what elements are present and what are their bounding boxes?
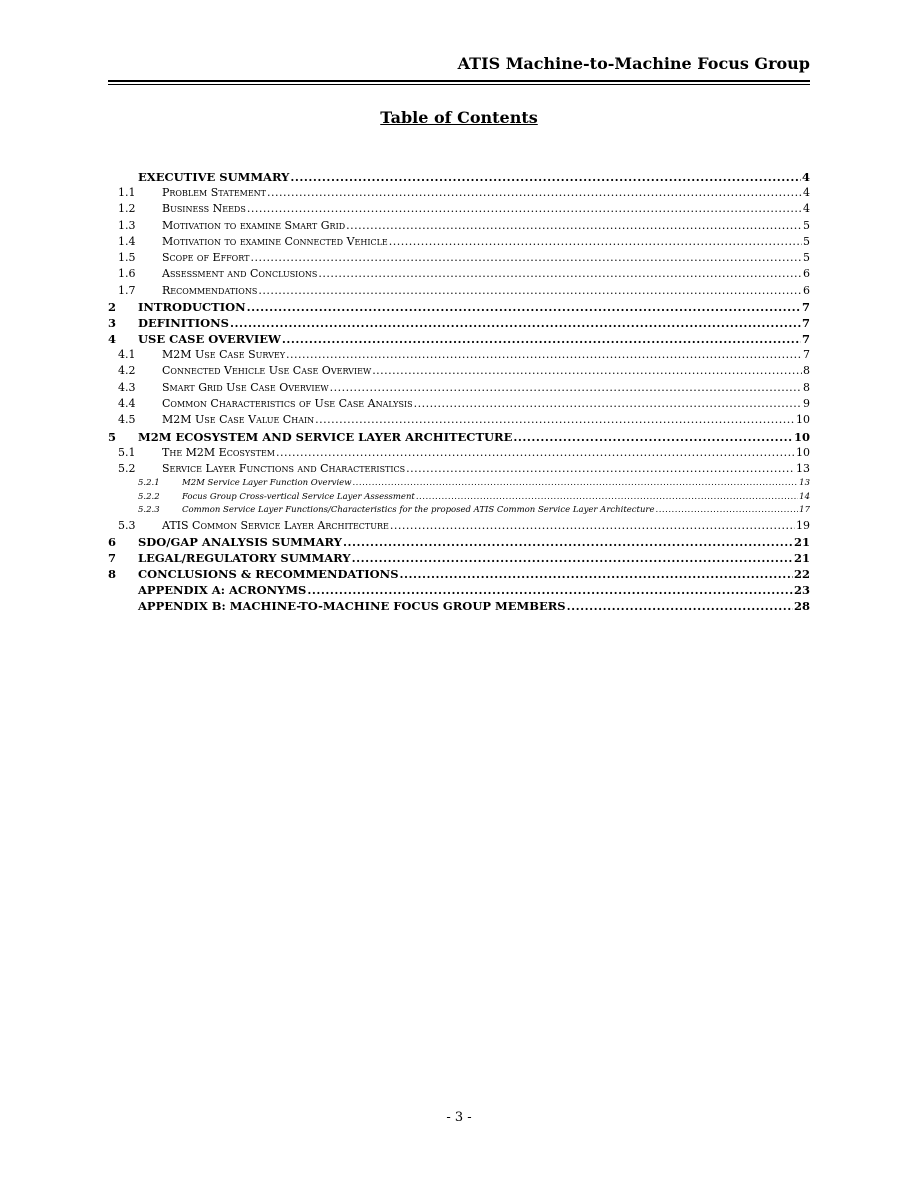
toc-entry-page: 6 (803, 283, 810, 297)
toc-entry-page: 5 (803, 251, 810, 265)
toc-entry-label: Motivation to examine Connected Vehicle (162, 234, 388, 248)
toc-dot-leader (414, 397, 802, 410)
toc-entry[interactable] (108, 348, 810, 364)
toc-entry-page: 8 (803, 380, 810, 394)
toc-dot-leader (372, 364, 802, 377)
toc-entry-page: 14 (799, 491, 810, 502)
toc-dot-leader (315, 413, 795, 426)
toc-entry-label: Common Characteristics of Use Case Analysis (162, 396, 413, 410)
toc-entry[interactable] (108, 505, 810, 519)
table-of-contents (108, 170, 810, 615)
toc-dot-leader (276, 446, 795, 459)
toc-entry-number: 5.2.2 (138, 491, 160, 502)
toc-entry-number: 1.2 (118, 202, 136, 216)
toc-entry-number: 5.3 (118, 518, 136, 532)
toc-dot-leader (567, 599, 793, 613)
toc-entry[interactable] (108, 219, 810, 235)
toc-entry-number: 1.7 (118, 283, 136, 297)
toc-entry-page: 8 (803, 364, 810, 378)
toc-entry-page: 7 (801, 300, 810, 315)
toc-entry-label: APPENDIX B: MACHINE-TO-MACHINE FOCUS GROUP MEMBERS (138, 598, 566, 613)
page-number: - 3 - (446, 1110, 472, 1125)
toc-entry-number: 1.6 (118, 267, 136, 281)
toc-entry-page: 6 (803, 267, 810, 281)
toc-entry[interactable] (108, 535, 810, 551)
toc-entry-page: 19 (796, 518, 810, 532)
toc-entry-label: M2M ECOSYSTEM AND SERVICE LAYER ARCHITECTURE (138, 429, 513, 444)
toc-title: Table of Contents (380, 108, 538, 127)
toc-entry-page: 10 (793, 429, 810, 444)
toc-dot-leader (406, 462, 795, 475)
toc-entry-page: 13 (799, 478, 810, 489)
toc-entry[interactable] (108, 202, 810, 218)
toc-dot-leader (352, 551, 793, 565)
toc-dot-leader (290, 170, 801, 184)
toc-dot-leader (318, 267, 802, 280)
toc-entry[interactable] (108, 267, 810, 283)
toc-entry-label: Problem Statement (162, 186, 267, 199)
toc-entry-label: Focus Group Cross-vertical Service Layer Assessment (182, 491, 415, 502)
toc-entry-number: 8 (108, 566, 117, 581)
toc-entry-page: 10 (796, 413, 810, 427)
toc-entry[interactable] (108, 599, 810, 615)
toc-entry-label: Scope of Effort (162, 251, 250, 265)
toc-entry-page: 28 (793, 598, 810, 613)
toc-entry-number: 5.1 (118, 445, 136, 459)
toc-entry[interactable] (108, 316, 810, 332)
toc-entry[interactable] (108, 430, 810, 446)
toc-entry-label: Smart Grid Use Case Overview (162, 380, 329, 394)
toc-entry-page: 21 (793, 534, 810, 549)
toc-entry-label: M2M Use Case Survey (162, 348, 286, 362)
toc-entry-page: 13 (796, 461, 810, 475)
toc-entry[interactable] (108, 583, 810, 599)
toc-entry-number: 1.1 (118, 186, 136, 199)
toc-entry[interactable] (108, 235, 810, 251)
toc-entry-page: 22 (793, 566, 810, 581)
toc-entry-label: SDO/GAP ANALYSIS SUMMARY (138, 534, 342, 549)
toc-entry-label: Business Needs (162, 202, 246, 216)
toc-dot-leader (230, 316, 801, 330)
toc-dot-leader (343, 535, 793, 549)
toc-dot-leader (513, 430, 793, 444)
toc-dot-leader (286, 348, 802, 361)
toc-entry-label: Recommendations (162, 283, 258, 297)
toc-entry-number: 1.5 (118, 251, 136, 265)
header-rule-thick (108, 80, 810, 82)
toc-entry-page: 7 (801, 316, 810, 331)
toc-dot-leader (656, 505, 799, 515)
toc-entry[interactable] (108, 446, 810, 462)
toc-entry-number: 5.2.1 (138, 478, 160, 489)
toc-entry-number: 4.3 (118, 380, 136, 394)
toc-dot-leader (390, 519, 795, 532)
toc-entry[interactable] (108, 251, 810, 267)
toc-dot-leader (330, 381, 802, 394)
toc-dot-leader (352, 478, 798, 488)
toc-entry[interactable] (108, 300, 810, 316)
toc-entry-label: Motivation to examine Smart Grid (162, 218, 346, 232)
toc-entry[interactable] (108, 381, 810, 397)
toc-entry-page: 10 (796, 445, 810, 459)
toc-entry-label: EXECUTIVE SUMMARY (138, 170, 290, 184)
toc-entry-number: 3 (108, 316, 117, 331)
toc-dot-leader (416, 492, 798, 502)
toc-entry-page: 7 (801, 332, 810, 347)
toc-entry-number: 4.4 (118, 396, 136, 410)
toc-dot-leader (247, 202, 802, 215)
toc-entry-number: 5.2 (118, 461, 136, 475)
toc-entry-number: 4.5 (118, 413, 136, 427)
toc-entry-number: 1.4 (118, 234, 136, 248)
toc-entry-label: CONCLUSIONS & RECOMMENDATIONS (138, 566, 399, 581)
toc-entry-number: 2 (108, 300, 117, 315)
toc-entry-number: 7 (108, 550, 117, 565)
toc-entry-page: 5 (803, 234, 810, 248)
toc-entry-page: 4 (803, 186, 810, 199)
toc-entry-label: M2M Service Layer Function Overview (182, 478, 352, 489)
toc-entry-label: Assessment and Conclusions (162, 267, 318, 281)
toc-entry[interactable] (108, 519, 810, 535)
toc-entry[interactable] (108, 462, 810, 478)
toc-entry-number: 6 (108, 534, 117, 549)
toc-entry[interactable] (108, 170, 810, 186)
toc-dot-leader (250, 251, 802, 264)
toc-entry-page: 9 (803, 396, 810, 410)
header-rule-thin (108, 84, 810, 85)
toc-entry-label: Connected Vehicle Use Case Overview (162, 364, 372, 378)
toc-entry-label: ATIS Common Service Layer Architecture (162, 518, 389, 532)
toc-entry-label: DEFINITIONS (138, 316, 229, 331)
toc-entry-label: USE CASE OVERVIEW (138, 332, 281, 347)
toc-entry[interactable] (108, 364, 810, 380)
running-header-title: ATIS Machine-to-Machine Focus Group (457, 54, 810, 73)
toc-entry-label: Common Service Layer Functions/Characteristics for the proposed ATIS Common Service Layer Architecture (182, 505, 655, 516)
toc-entry-page: 17 (799, 505, 810, 516)
toc-entry[interactable] (108, 186, 810, 202)
toc-dot-leader (282, 332, 801, 346)
toc-entry-number: 1.3 (118, 218, 136, 232)
toc-entry-number: 4 (108, 332, 117, 347)
toc-entry-page: 23 (793, 582, 810, 597)
toc-entry-label: APPENDIX A: ACRONYMS (138, 582, 307, 597)
toc-entry-page: 5 (803, 218, 810, 232)
toc-dot-leader (346, 219, 802, 232)
toc-entry-number: 5.2.3 (138, 505, 160, 516)
toc-entry-label: M2M Use Case Value Chain (162, 413, 315, 427)
toc-dot-leader (389, 235, 802, 248)
toc-entry[interactable] (108, 397, 810, 413)
toc-entry[interactable] (108, 492, 810, 506)
toc-dot-leader (258, 284, 802, 297)
toc-entry-label: INTRODUCTION (138, 300, 246, 315)
toc-entry-number: 4.1 (118, 348, 136, 362)
toc-entry-page: 4 (801, 170, 810, 184)
toc-entry[interactable] (108, 332, 810, 348)
toc-entry[interactable] (108, 567, 810, 583)
toc-entry[interactable] (108, 478, 810, 492)
toc-dot-leader (400, 567, 793, 581)
toc-dot-leader (307, 583, 793, 597)
toc-entry-number: 4.2 (118, 364, 136, 378)
toc-entry[interactable] (108, 551, 810, 567)
toc-entry-number: 5 (108, 429, 117, 444)
toc-entry[interactable] (108, 413, 810, 429)
toc-entry-page: 4 (803, 202, 810, 216)
toc-entry-label: The M2M Ecosystem (162, 445, 275, 459)
toc-dot-leader (247, 300, 801, 314)
toc-entry-label: LEGAL/REGULATORY SUMMARY (138, 550, 351, 565)
toc-entry-page: 21 (793, 550, 810, 565)
toc-dot-leader (267, 186, 802, 199)
toc-entry-label: Service Layer Functions and Characteristics (162, 461, 406, 475)
toc-entry-page: 7 (803, 348, 810, 362)
toc-entry[interactable] (108, 284, 810, 300)
